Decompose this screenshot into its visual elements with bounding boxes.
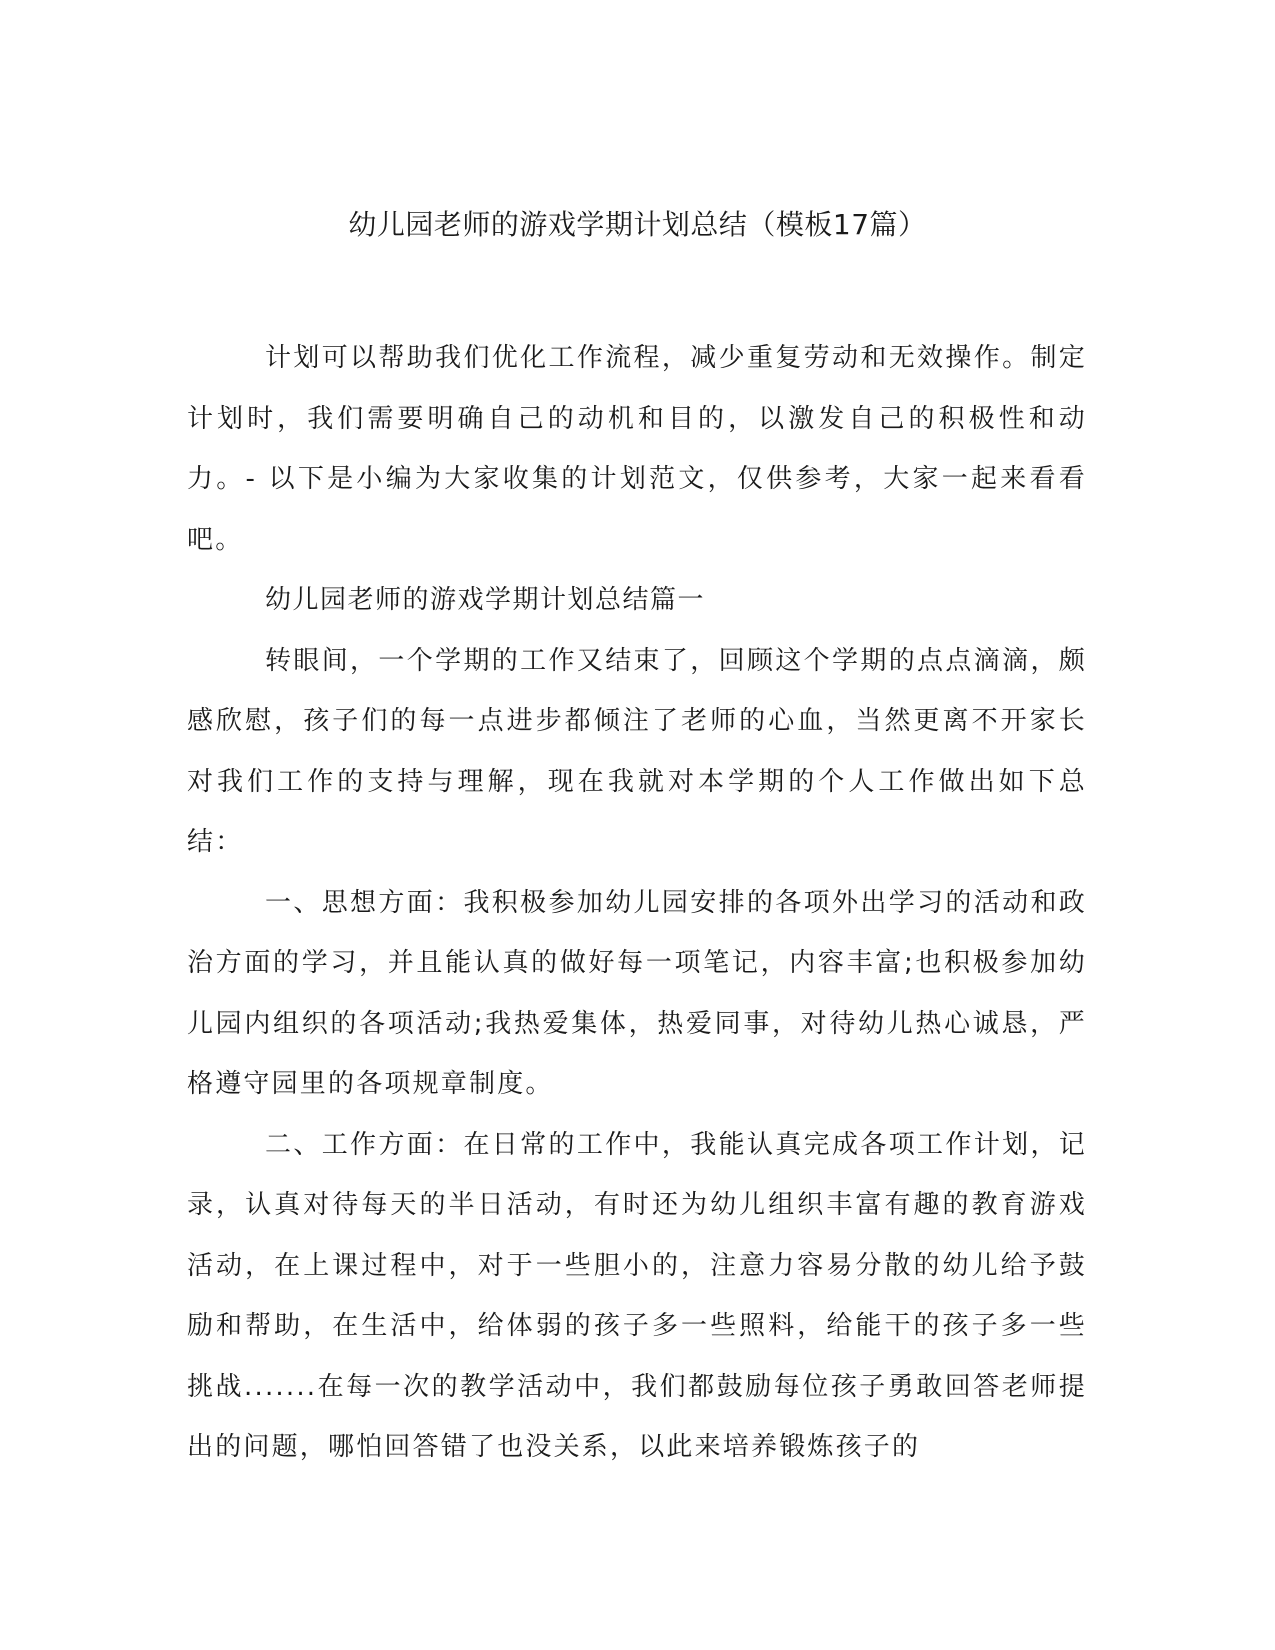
summary-paragraph: 转眼间，一个学期的工作又结束了，回顾这个学期的点点滴滴，颇感欣慰，孩子们的每一点进步都倾注了老师的心血，当然更离不开家长对我们工作的支持与理解，现在我就对本学期的个人工作做出如下总结： — [187, 645, 1087, 857]
intro-paragraph: 计划可以帮助我们优化工作流程，减少重复劳动和无效操作。制定计划时，我们需要明确自己的动机和目的，以激发自己的积极性和动力。- 以下是小编为大家收集的计划范文，仅供参考，大家一起来看看吧。 — [187, 343, 1087, 555]
thought-paragraph: 一、思想方面：我积极参加幼儿园安排的各项外出学习的活动和政治方面的学习，并且能认真的做好每一项笔记，内容丰富;也积极参加幼儿园内组织的各项活动;我热爱集体，热爱同事，对待幼儿热心诚恳，严格遵守园里的各项规章制度。 — [187, 887, 1087, 1099]
document-title: 幼儿园老师的游戏学期计划总结（模板17篇） — [348, 208, 927, 241]
section-heading: 幼儿园老师的游戏学期计划总结篇一 — [265, 585, 706, 615]
work-paragraph: 二、工作方面：在日常的工作中，我能认真完成各项工作计划，记录，认真对待每天的半日活动，有时还为幼儿组织丰富有趣的教育游戏活动，在上课过程中，对于一些胆小的，注意力容易分散的幼儿给予鼓励和帮助，在生活中，给体弱的孩子多一些照料，给能干的孩子多一些挑战.......在每一次的教学活动中，我们都鼓励每位孩子勇敢回答老师提出的问题，哪怕回答错了也没关系，以此来培养锻炼孩子的 — [187, 1129, 1087, 1462]
document-body — [187, 328, 1087, 1478]
